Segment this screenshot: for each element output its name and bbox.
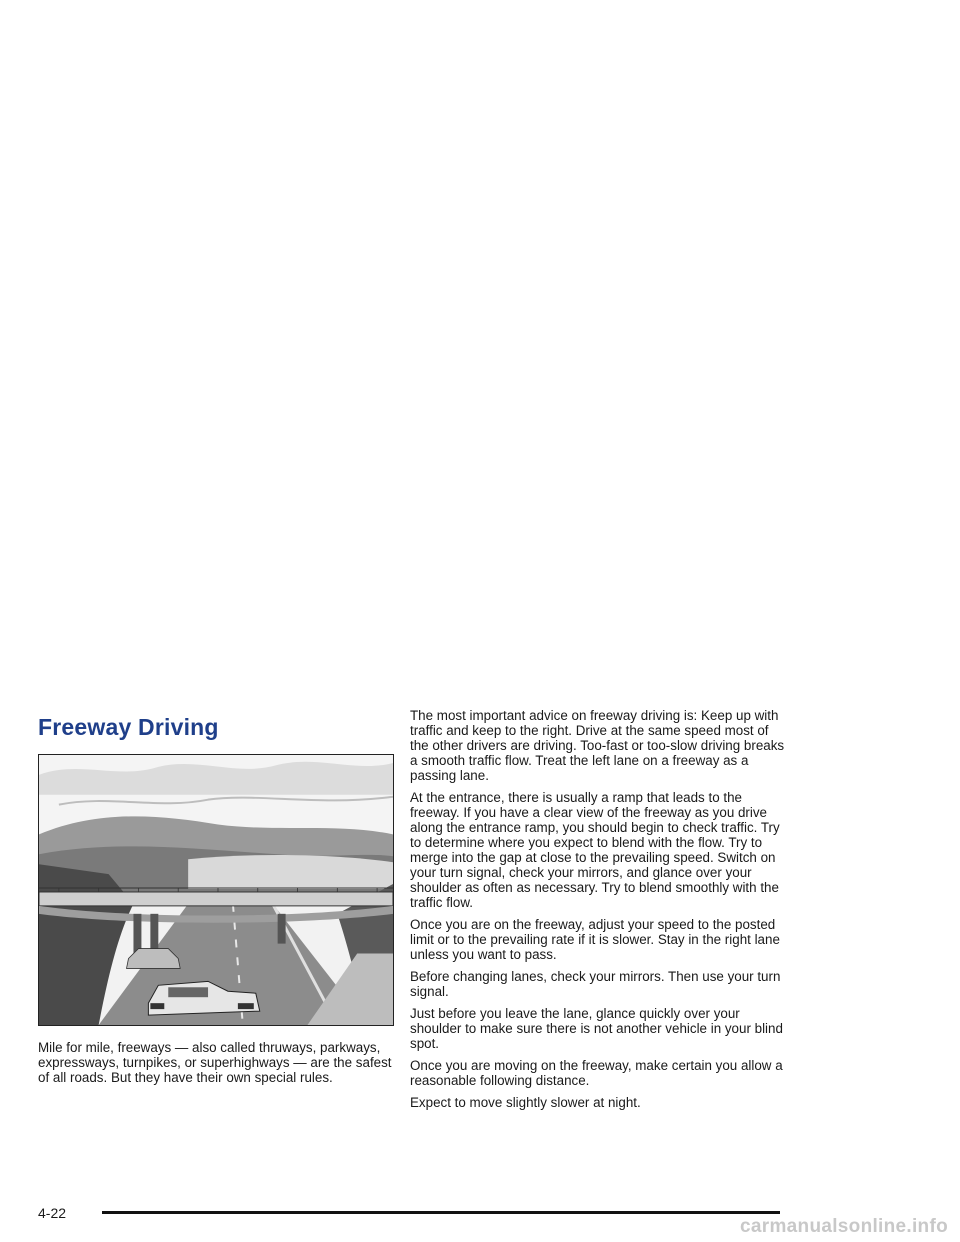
watermark-text: carmanualsonline.info: [740, 1216, 948, 1237]
section-title: Freeway Driving: [38, 714, 219, 740]
body-paragraph: Expect to move slightly slower at night.: [410, 1095, 641, 1110]
body-paragraph: Once you are moving on the freeway, make certain you allow a reasonable following distance.: [410, 1058, 783, 1088]
freeway-scene-drawing: [39, 755, 393, 1025]
body-paragraph: Once you are on the freeway, adjust your speed to the posted limit or to the prevailing rate if it is slower. Stay in the right lane unless you want to pass.: [410, 917, 780, 962]
footer-rule: [102, 1211, 780, 1214]
body-paragraph: Before changing lanes, check your mirrors. Then use your turn signal.: [410, 969, 781, 999]
body-paragraph: Just before you leave the lane, glance quickly over your shoulder to make sure there is not another vehicle in your blind spot.: [410, 1006, 783, 1051]
freeway-illustration: [38, 754, 394, 1026]
intro-paragraph: Mile for mile, freeways — also called thruways, parkways, expressways, turnpikes, or superhighways — are the safest of all roads. But they have their own special rules.: [38, 1040, 392, 1085]
body-paragraph: At the entrance, there is usually a ramp that leads to the freeway. If you have a clear view of the freeway as you drive along the entrance ramp, you should begin to check traffic. Try to determine where you expect to blend with the flow. Try to merge into the gap at close to the prevailing speed. Switch on your turn signal, check your mirrors, and glance over your shoulder as often as necessary. Try to blend smoothly with the traffic flow.: [410, 790, 780, 910]
body-paragraph: The most important advice on freeway driving is: Keep up with traffic and keep to the right. Drive at the same speed most of the other drivers are driving. Too-fast or too-slow driving breaks a smooth traffic flow. Treat the left lane on a freeway as a passing lane.: [410, 708, 785, 783]
body-text-column: [410, 708, 788, 1117]
page-number: 4-22: [38, 1205, 67, 1221]
